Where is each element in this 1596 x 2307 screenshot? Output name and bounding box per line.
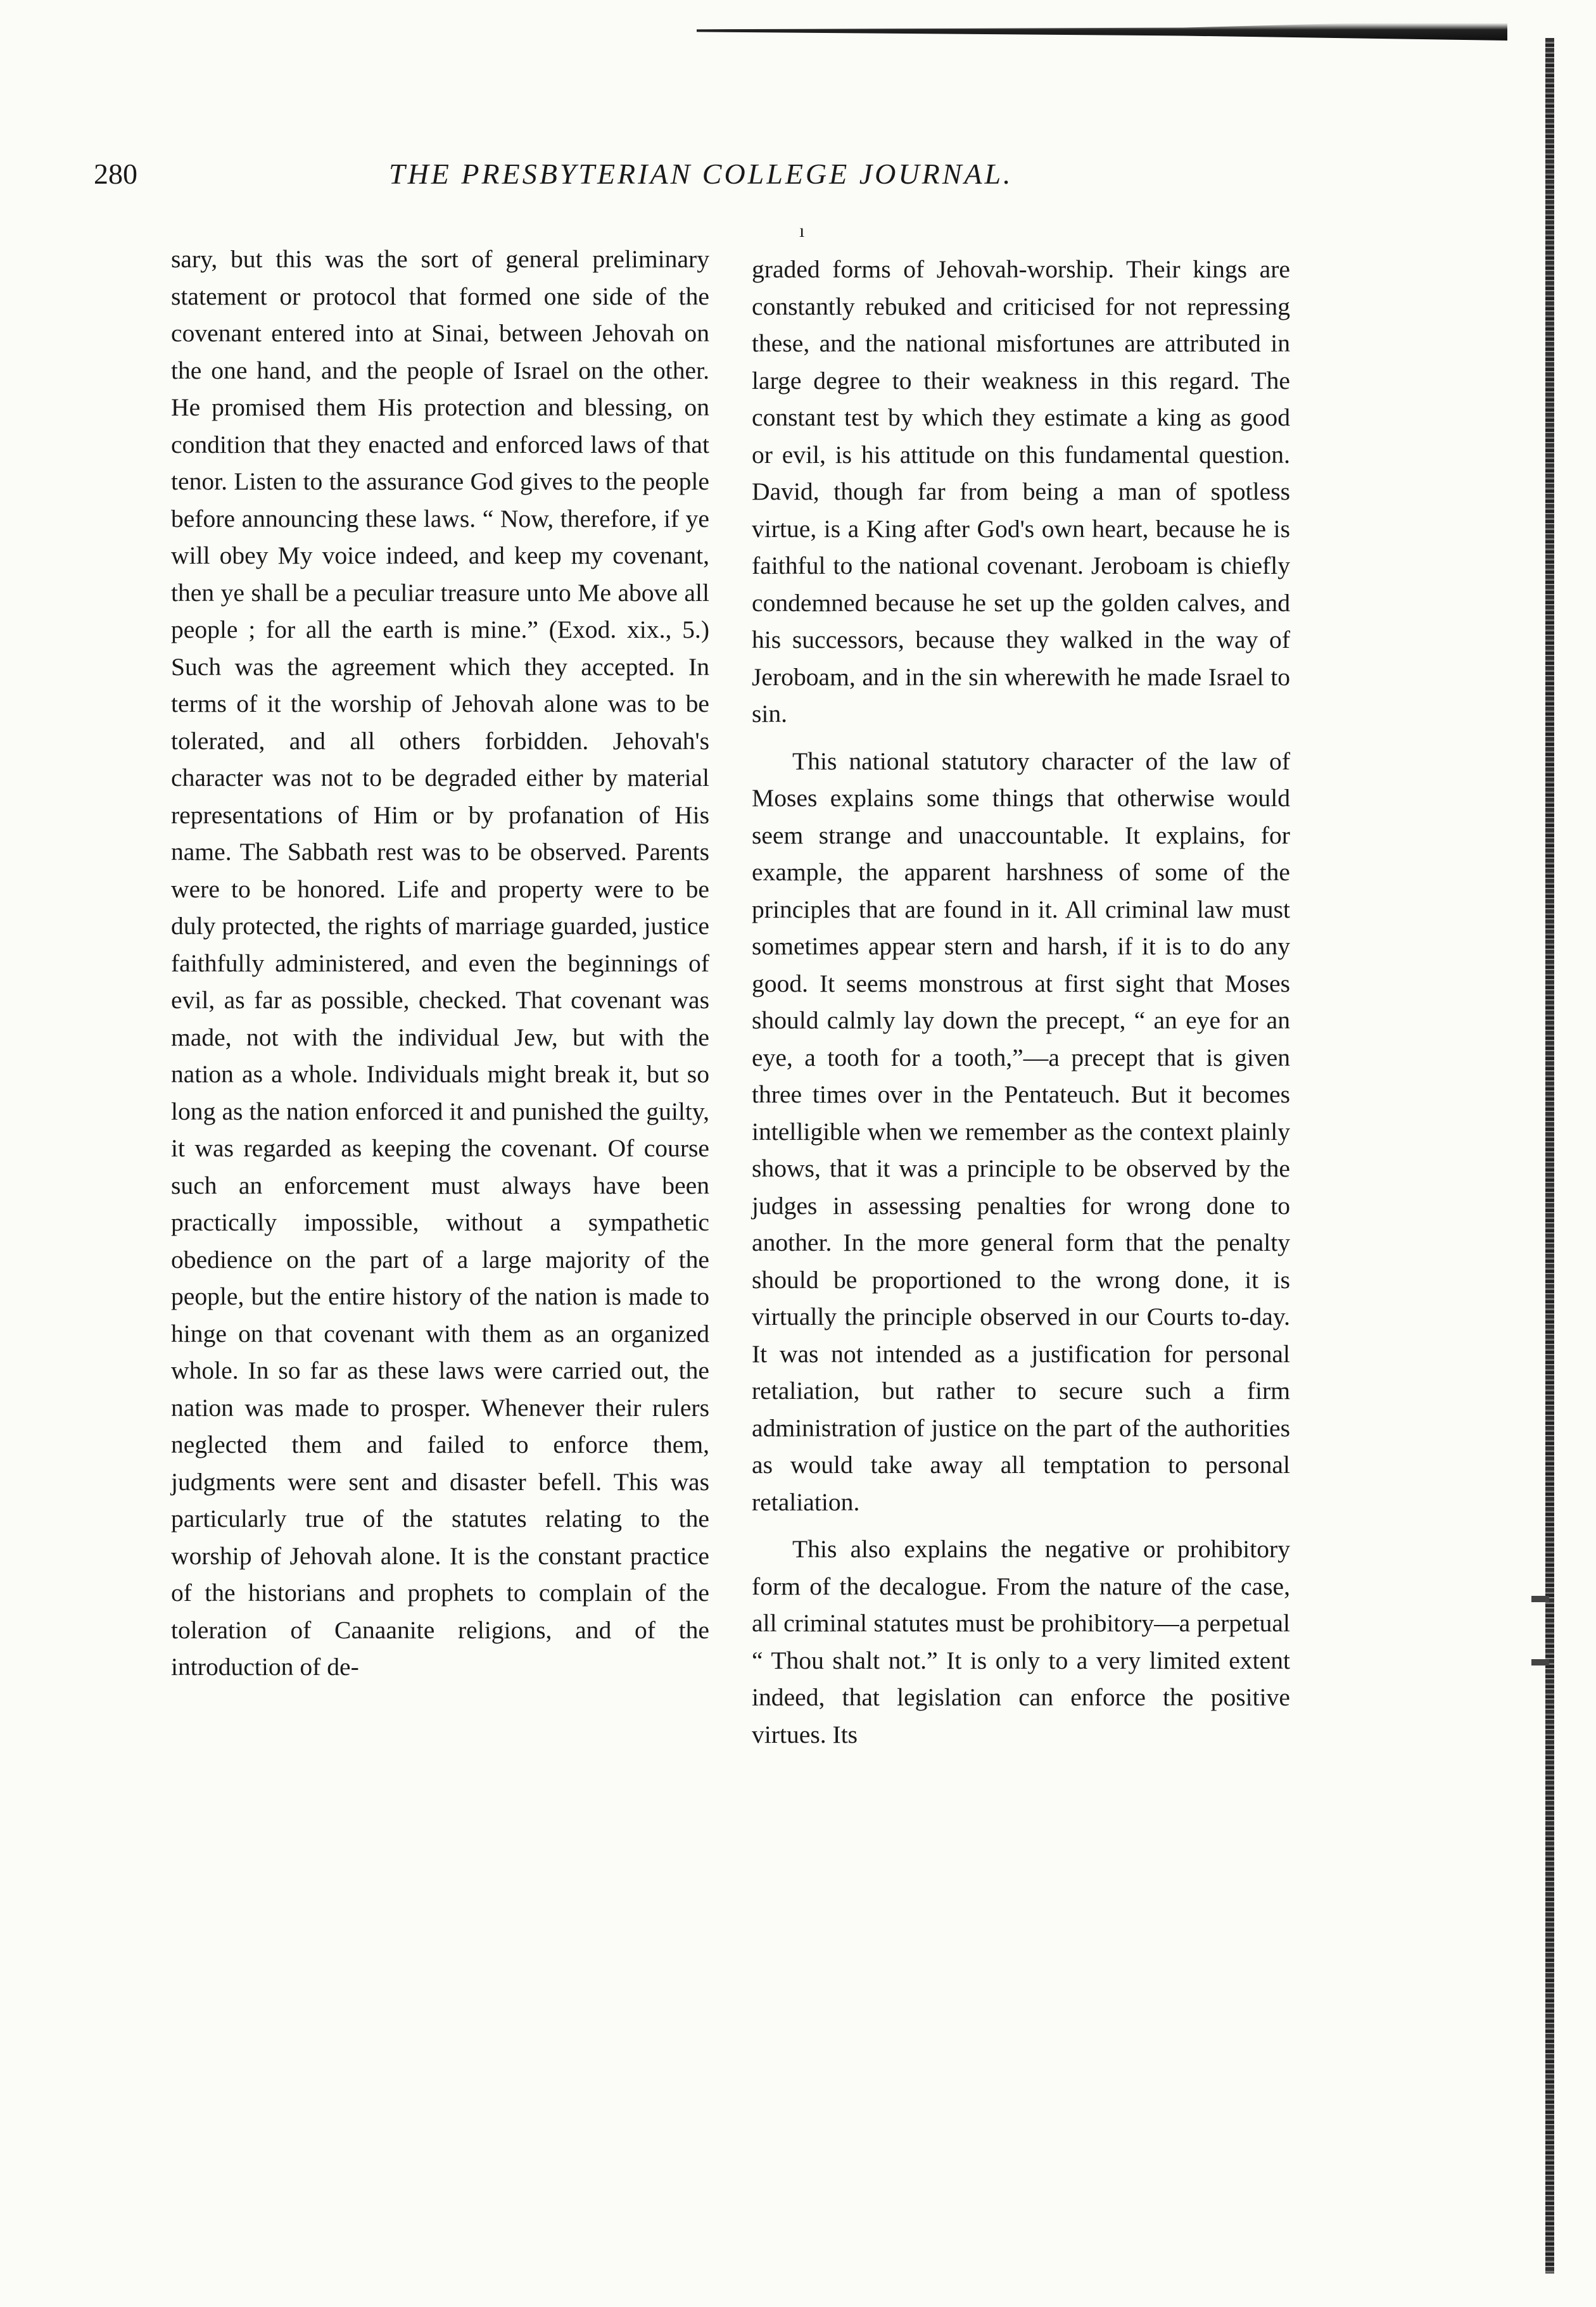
page-header [94, 157, 1360, 201]
left-paragraph-1: sary, but this was the sort of general preliminary statement or protocol that formed one side of the covenant entered into at Sinai, between Jehovah on the one hand, and the people of Israel on the other. He promised them His protection and blessing, on condition that they enacted and enforced laws of that tenor. Listen to the assurance God gives to the people before announcing these laws. “ Now, therefore, if ye will obey My voice indeed, and keep my covenant, then ye shall be a peculiar treasure unto Me above all people ; for all the earth is mine.” (Exod. xix., 5.) Such was the agreement which they accepted. In terms of it the worship of Jehovah alone was to be tolerated, and all others forbidden. Jehovah's character was not to be degraded either by material representations of Him or by profanation of His name. The Sabbath rest was to be observed. Parents were to be honored. Life and property were to be duly protected, the rights of marriage guarded, justice faithfully administered, and even the beginnings of evil, as far as possible, checked. That covenant was made, not with the individual Jew, but with the nation as a whole. Individuals might break it, but so long as the nation enforced it and punished the guilty, it was regarded as keeping the covenant. Of course such an enforcement must always have been practically impossible, without a sympathetic obedience on the part of a large majority of the people, but the entire history of the nation is made to hinge on that covenant with them as an organized whole. In so far as these laws were carried out, the nation was made to prosper. Whenever their rulers neglected them and failed to enforce them, judgments were sent and disaster befell. This was particularly true of the statutes relating to the worship of Jehovah alone. It is the constant practice of the historians and prophets to complain of the toleration of Canaanite religions, and of the introduction of de- [171, 245, 709, 1681]
right-paragraph-2: This national statutory character of the law of Moses explains some things that otherwise would seem strange and unaccountable. It explains, for example, the apparent harshness of some of the principles that are found in it. All criminal law must sometimes appear stern and harsh, if it is to do any good. It seems monstrous at first sight that Moses should calmly lay down the precept, “ an eye for an eye, a tooth for a tooth,”—a precept that is given three times over in the Pentateuch. But it becomes intelligible when we remember as the context plainly shows, that it was a principle to be observed by the judges in assessing penalties for wrong done to another. In the more general form that the penalty should be proportioned to the wrong done, it is virtually the principle observed in our Courts to-day. It was not intended as a justification for personal retaliation, but rather to secure such a firm administration of justice on the part of the authorities as would take away all temptation to personal retaliation. [752, 747, 1290, 1516]
page-number: 280 [94, 158, 137, 190]
running-title: THE PRESBYTERIAN COLLEGE JOURNAL. [389, 158, 1013, 190]
edge-mark-lower [1531, 1659, 1549, 1665]
page-edge-binding [1545, 38, 1554, 2273]
right-paragraph-3: This also explains the negative or prohibitory form of the decalogue. From the nature of the case, all criminal statutes must be prohibitory—a perpetual “ Thou shalt not.” It is only to a very limited extent indeed, that legislation can enforce the positive virtues. Its [752, 1535, 1290, 1748]
right-paragraph-1: graded forms of Jehovah-worship. Their kings are constantly rebuked and criticised for not repressing these, and the national misfortunes are attributed in large degree to their weakness in this regard. The constant test by which they estimate a king as good or evil, is his attitude on this fundamental question. David, though far from being a man of spotless virtue, is a King after God's own heart, because he is faithful to the national covenant. Jeroboam is chiefly condemned because he set up the golden calves, and his successors, because they walked in the way of Jeroboam, and in the sin wherewith he made Israel to sin. [752, 255, 1290, 728]
top-scan-rule [697, 19, 1507, 41]
left-column [171, 241, 709, 1696]
edge-mark-upper [1531, 1596, 1549, 1602]
stray-mark: ı [799, 220, 805, 241]
right-column [752, 251, 1290, 1763]
